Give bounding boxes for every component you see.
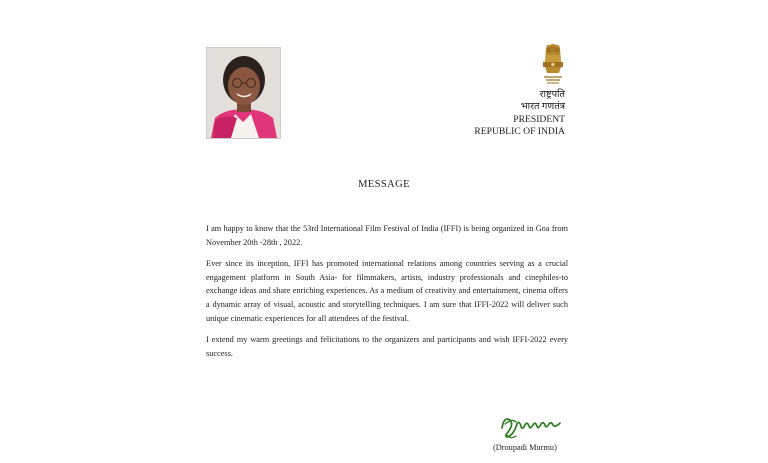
paragraph-3: I extend my warm greetings and felicitations to the organizers and participants and wish IFFI-2022 every success.: [206, 335, 568, 358]
signatory-name: (Droupadi Murmu): [493, 443, 557, 452]
paragraph-2: Ever since its inception, IFFI has promoted international relations among countries serving as a crucial engagement platform in South Asia- for filmmakers, artists, industry professionals and cinephiles-to exchange ideas and share enriching experiences. As a medium of creativity and entertainment, cinema offers a dynamic array of visual, acoustic and storytelling techniques. I am sure that IFFI-2022 will deliver such unique cinematic experiences for all attendees of the festival.: [206, 259, 568, 323]
english-country-line: REPUBLIC OF INDIA: [474, 125, 565, 137]
hindi-country-line: भारत गणतंत्र: [520, 101, 565, 113]
signature-icon: [498, 410, 564, 442]
hindi-title-line: राष्ट्रपति: [539, 89, 565, 100]
state-emblem-icon: [540, 44, 566, 86]
message-body: [206, 222, 568, 368]
paragraph-1: I am happy to know that the 53rd International Film Festival of India (IFFI) is being organized in Goa from November 20th -28th , 2022.: [206, 224, 568, 247]
portrait-image: [207, 48, 280, 138]
message-heading: MESSAGE: [358, 179, 410, 190]
president-photo: [206, 47, 281, 139]
english-title-line: PRESIDENT: [513, 113, 565, 125]
office-designation: [474, 89, 565, 138]
